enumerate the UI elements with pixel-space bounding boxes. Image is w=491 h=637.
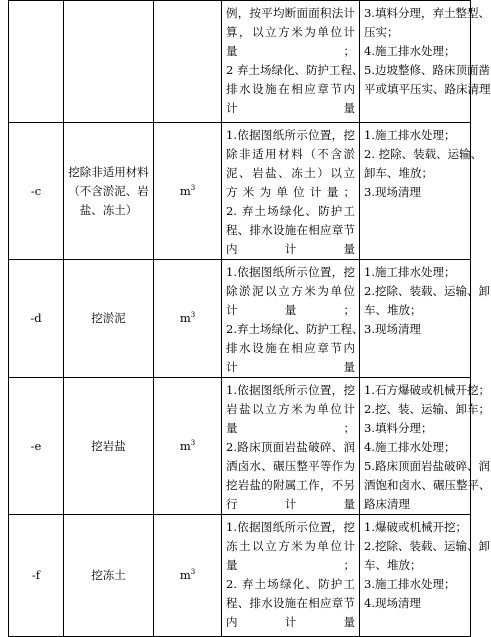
- unit-cell: [154, 260, 222, 378]
- measurement-rule-line: 洒卤水、碾压整平等作为: [226, 459, 355, 473]
- measurement-rule-cell: [222, 515, 360, 637]
- table-body: [9, 1, 491, 637]
- measurement-rule-line: 1.依据图纸所示位置，挖: [226, 128, 355, 142]
- work-content-line: 4.现场清理: [364, 596, 421, 610]
- work-content-cell: [360, 123, 483, 260]
- measurement-rule-line: 1.依据图纸所示位置，挖: [226, 520, 355, 534]
- measurement-rule-line: 例，按平均断面面积法计: [226, 6, 355, 20]
- measurement-rule-line: 算，以立方米为单位计: [226, 25, 355, 39]
- unit-symbol: m: [179, 183, 191, 198]
- unit-symbol: m: [179, 311, 191, 325]
- item-code-cell: -c: [9, 123, 64, 260]
- item-name-line: 挖除非适用材料: [68, 164, 149, 179]
- measurement-rule-line: 2.路床顶面岩盐破碎、润: [226, 440, 355, 454]
- measurement-rule-line: 方米为单位计量；: [226, 185, 355, 199]
- work-content-line: 3.施工排水处理；: [364, 577, 456, 591]
- work-content-line: 2.挖、装、运输、卸车；: [364, 402, 490, 416]
- measurement-rule-line: 排水设施在相应章节内: [226, 82, 355, 96]
- item-name-cell: [64, 515, 154, 637]
- work-content-line: 2. 挖除、装载、运输、: [364, 147, 483, 161]
- measurement-rule-line: 量；: [226, 558, 355, 572]
- item-name-cell: [64, 378, 154, 515]
- measurement-rule-line: 岩盐以立方米为单位计: [226, 402, 355, 416]
- work-content-cell: [360, 1, 491, 123]
- work-content-line: 3.填料分理，弃土整型、: [364, 6, 490, 20]
- measurement-rule-line: 量；: [226, 421, 355, 435]
- measurement-rule-line: 内计量: [226, 242, 355, 256]
- work-content-line: 洒饱和卤水、碾压整平、: [364, 478, 491, 492]
- measurement-rule-line: 量；: [226, 44, 355, 58]
- item-name-cell: [64, 260, 154, 378]
- measurement-rule-line: 泥、岩盐、冻土）以立: [226, 166, 355, 180]
- table-row: [9, 260, 471, 378]
- measurement-rule-line: 行计量: [226, 497, 355, 511]
- measurement-rule-cell: [222, 123, 360, 260]
- work-content-line: 3.现场清理: [364, 322, 421, 336]
- work-content-line: 压实；: [364, 25, 399, 39]
- measurement-rule-line: 挖岩盐的附属工作，不另: [226, 478, 355, 492]
- work-content-line: 车、堆放；: [364, 558, 422, 572]
- work-content-cell: [360, 515, 490, 637]
- unit-exponent: 3: [190, 568, 196, 577]
- work-content-line: 1.石方爆破或机械开挖；: [364, 383, 490, 397]
- work-content-line: 5.路床顶面岩盐破碎、润: [364, 459, 490, 473]
- specification-table: [8, 0, 491, 637]
- item-name-cell: [64, 123, 154, 260]
- work-content-line: 3.现场清理: [364, 185, 421, 199]
- unit-cell: [154, 123, 222, 260]
- measurement-rule-line: 1.依据图纸所示位置，挖: [226, 383, 355, 397]
- item-name-line: 挖淤泥: [91, 311, 126, 325]
- measurement-rule-line: 除非适用材料（不含淤: [226, 147, 355, 161]
- item-code-cell: -e: [9, 378, 64, 515]
- measurement-rule-line: 计量；: [226, 303, 355, 317]
- measurement-rule-line: 2 弃土场绿化、防护工程、: [226, 63, 364, 77]
- work-content-line: 1.爆破或机械开挖；: [364, 520, 467, 534]
- measurement-rule-cell: [222, 378, 360, 515]
- measurement-rule-line: 内计量: [226, 615, 355, 629]
- work-content-line: 车、堆放；: [364, 303, 422, 317]
- item-code-cell: -f: [9, 515, 64, 637]
- measurement-rule-line: 计量: [226, 101, 355, 115]
- unit-exponent: 3: [190, 311, 196, 320]
- table-row: [9, 515, 471, 637]
- table-row: [9, 123, 471, 260]
- work-content-line: 路床清理: [364, 497, 410, 511]
- measurement-rule-line: 计量: [226, 360, 355, 374]
- work-content-line: 4.施工排水处理；: [364, 44, 456, 58]
- work-content-line: 5.边坡整修、路床顶面凿: [364, 63, 490, 77]
- measurement-rule-line: 2.弃土场绿化、防护工程、: [226, 322, 364, 336]
- item-name-line: 盐、冻土）: [79, 202, 138, 217]
- measurement-rule-line: 2. 弃土场绿化、防护工: [226, 577, 355, 591]
- table-row: [9, 378, 471, 515]
- item-name-line: 挖冻土: [91, 568, 126, 582]
- unit-symbol: m: [179, 568, 191, 582]
- work-content-line: 平或填平压实、路床清理: [364, 82, 491, 96]
- unit-exponent: 3: [190, 438, 196, 447]
- unit-cell: [154, 515, 222, 637]
- unit-cell: [154, 1, 222, 123]
- table-row: [9, 1, 471, 123]
- work-content-line: 1.施工排水处理；: [364, 265, 456, 279]
- measurement-rule-line: 1.依据图纸所示位置，挖: [226, 265, 355, 279]
- measurement-rule-line: 2. 弃土场绿化、防护工: [226, 204, 355, 218]
- work-content-line: 2.挖除、装载、运输、卸: [364, 284, 490, 298]
- work-content-line: 4.施工排水处理；: [364, 440, 456, 454]
- measurement-rule-line: 冻土以立方米为单位计: [226, 539, 355, 553]
- item-name-line: 挖岩盐: [91, 438, 126, 453]
- measurement-rule-line: 排水设施在相应章节内: [226, 341, 355, 355]
- item-code-cell: -d: [9, 260, 64, 378]
- measurement-rule-line: 程、排水设施在相应章节: [226, 596, 355, 610]
- work-content-line: 1.施工排水处理；: [364, 128, 456, 142]
- item-name-cell: [64, 1, 154, 123]
- item-name-line: （不含淤泥、岩: [68, 183, 149, 198]
- work-content-cell: [360, 260, 490, 378]
- measurement-rule-cell: [222, 1, 364, 123]
- unit-exponent: 3: [190, 183, 196, 192]
- work-content-line: 3.填料分理；: [364, 421, 433, 435]
- unit-symbol: m: [179, 438, 191, 453]
- work-content-line: 卸车、堆放；: [364, 166, 433, 180]
- item-code-cell: [9, 1, 64, 123]
- work-content-cell: [360, 378, 491, 515]
- work-content-line: 2.挖除、装载、运输、卸: [364, 539, 490, 553]
- measurement-rule-line: 除淤泥以立方米为单位: [226, 284, 355, 298]
- unit-cell: [154, 378, 222, 515]
- measurement-rule-line: 程、排水设施在相应章节: [226, 223, 355, 237]
- measurement-rule-cell: [222, 260, 364, 378]
